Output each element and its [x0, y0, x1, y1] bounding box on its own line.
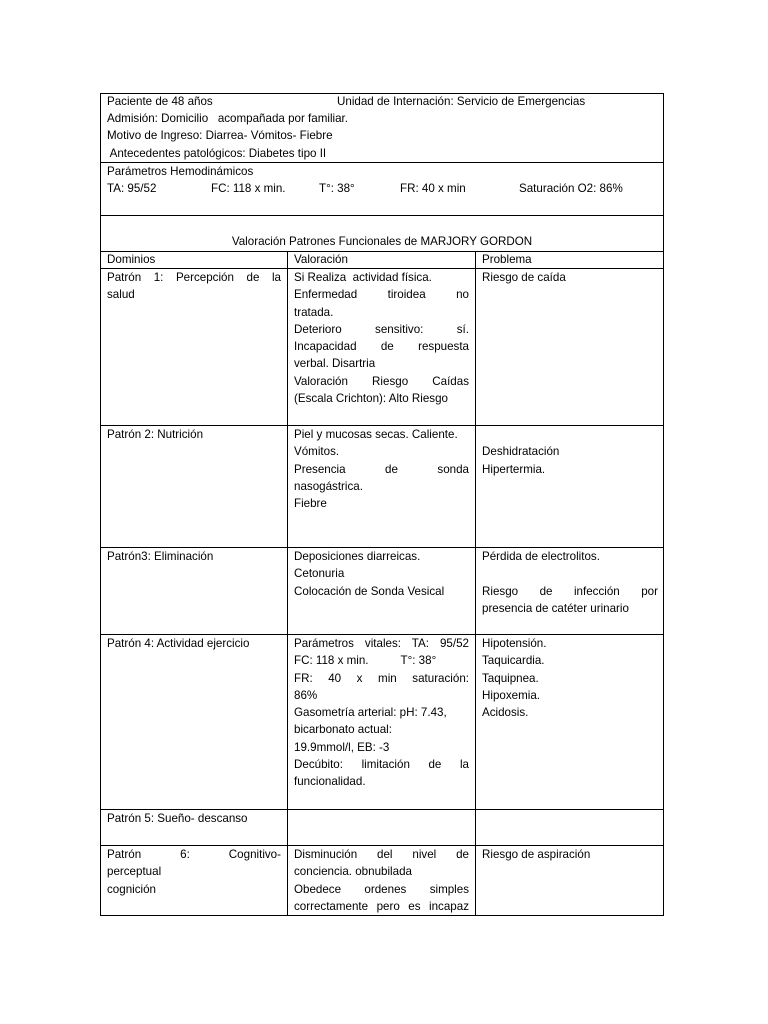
ta-value: TA: 95/52	[107, 182, 157, 195]
pattern-5-domain: Patrón 5: Sueño- descanso	[107, 812, 248, 825]
pattern-6-domain: Patrón 6: Cognitivo- perceptual cognición	[107, 848, 281, 896]
patient-label: Paciente de 48 años	[107, 95, 213, 108]
admission-label: Admisión: Domicilio acompañada por familiar.	[107, 112, 348, 125]
pattern-3-domain: Patrón3: Eliminación	[107, 550, 214, 563]
column-header-problem: Problema	[482, 253, 532, 266]
hemodynamics-title: Parámetros Hemodinámicos	[107, 165, 254, 178]
assessment-title: Valoración Patrones Funcionales de MARJORY GORDON	[231, 235, 533, 248]
pattern-6-valuation: Disminución del nivel de conciencia. obnubilada Obedece ordenes simples correctamente pero es incapaz	[294, 848, 469, 913]
pattern-4-domain: Patrón 4: Actividad ejercicio	[107, 637, 250, 650]
history-label: Antecedentes patológicos: Diabetes tipo II	[107, 147, 327, 160]
column-header-valuation: Valoración	[294, 253, 348, 266]
column-header-domains: Dominios	[107, 253, 156, 266]
unit-label: Unidad de Internación: Servicio de Emergencias	[337, 95, 586, 108]
pattern-6-problem: Riesgo de aspiración	[482, 848, 591, 861]
saturation-value: Saturación O2: 86%	[519, 182, 623, 195]
pattern-3-valuation: Deposiciones diarreicas. Cetonuria Colocación de Sonda Vesical	[294, 550, 445, 598]
pattern-1-valuation: Si Realiza actividad física. Enfermedad tiroidea no tratada. Deterioro sensitivo: sí. Incapacidad de respuesta verbal. Disartria Valoración Riesgo Caídas (Escala Crichton): Alto Riesgo	[294, 271, 469, 406]
reason-label: Motivo de Ingreso: Diarrea- Vómitos- Fiebre	[107, 129, 333, 142]
fr-value: FR: 40 x min	[400, 182, 466, 195]
pattern-2-problem: Deshidratación Hipertermia.	[482, 445, 560, 476]
fc-value: FC: 118 x min.	[211, 182, 286, 195]
pattern-3-problem: Pérdida de electrolitos. Riesgo de infección por presencia de catéter urinario	[482, 550, 658, 615]
pattern-4-problem: Hipotensión. Taquicardia. Taquipnea. Hipoxemia. Acidosis.	[482, 637, 547, 720]
pattern-2-domain: Patrón 2: Nutrición	[107, 428, 204, 441]
pattern-1-problem: Riesgo de caída	[482, 271, 566, 284]
pattern-1-domain: Patrón 1: Percepción de la salud	[107, 271, 281, 302]
pattern-2-valuation: Piel y mucosas secas. Caliente. Vómitos. Presencia de sonda nasogástrica. Fiebre	[294, 428, 469, 511]
row-divider	[100, 251, 664, 252]
temp-value: T°: 38°	[319, 182, 355, 195]
pattern-4-valuation: Parámetros vitales: TA: 95/52 FC: 118 x min. T°: 38° FR: 40 x min saturación: 86% Gasometría arterial: pH: 7.43, bicarbonato actual: 19.9mmol/l, EB: -3 Decúbito: limitación de la funcionalidad.	[294, 637, 469, 789]
